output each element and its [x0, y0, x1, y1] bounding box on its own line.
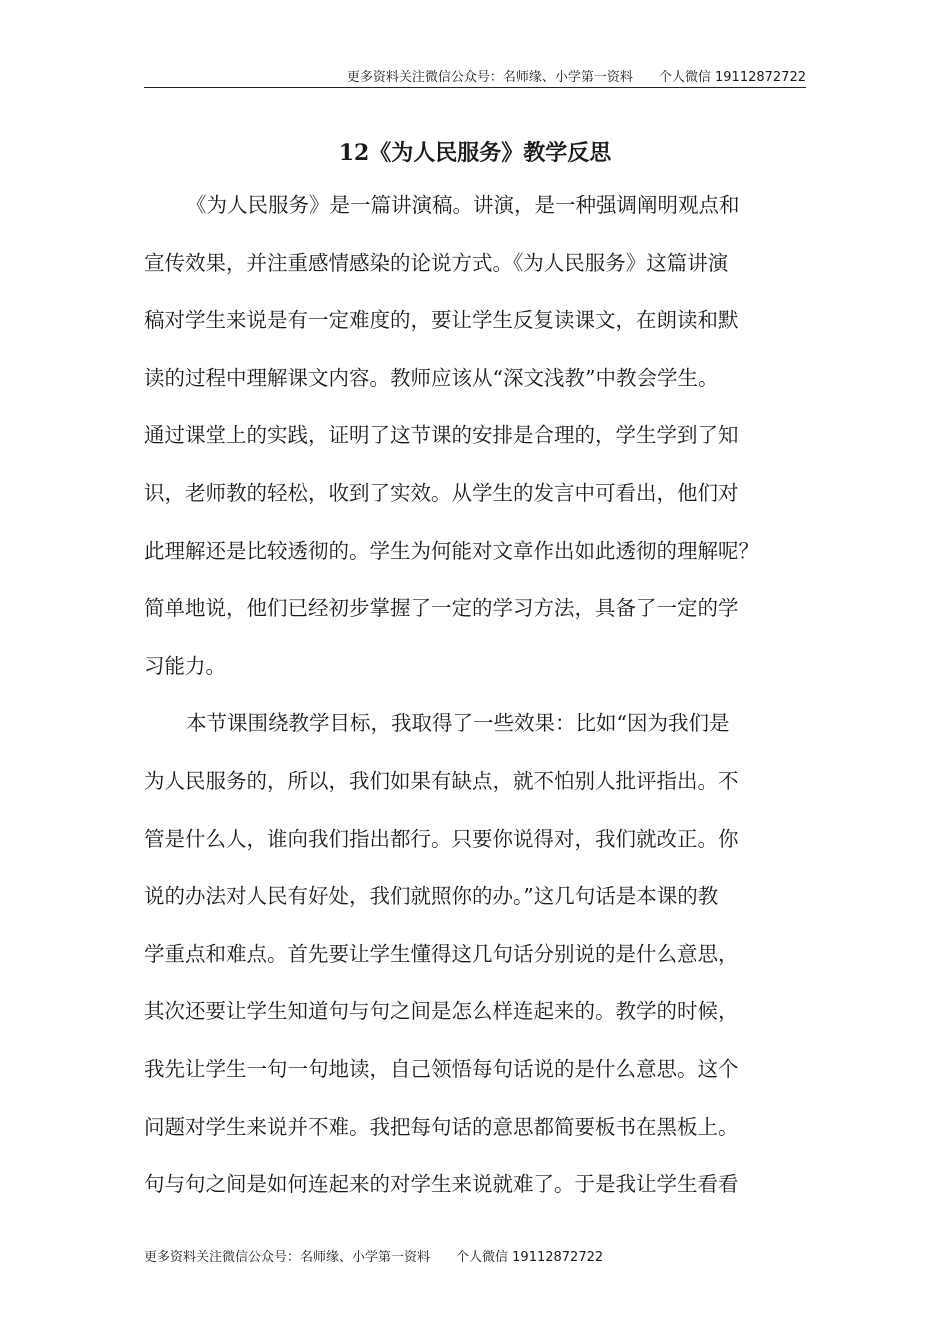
header-divider — [144, 87, 806, 88]
paragraph-1-line: 通过课堂上的实践，证明了这节课的安排是合理的，学生学到了知 — [144, 423, 739, 448]
header-promo-text: 更多资料关注微信公众号：名师缘、小学第一资料 — [346, 70, 633, 85]
paragraph-1-line: 稿对学生来说是有一定难度的，要让学生反复读课文，在朗读和默 — [144, 308, 739, 333]
paragraph-1-line: 读的过程中理解课文内容。教师应该从“深文浅教”中教会学生。 — [144, 365, 719, 390]
paragraph-1-line: 习能力。 — [144, 653, 226, 678]
paragraph-2-line: 本节课围绕教学目标，我取得了一些效果：比如“因为我们是 — [186, 711, 730, 736]
page-header — [144, 66, 806, 85]
paragraph-1-line: 识，老师教的轻松，收到了实效。从学生的发言中可看出，他们对 — [144, 480, 739, 505]
document-body — [144, 184, 806, 1221]
paragraph-2-line: 其次还要让学生知道句与句之间是怎么样连起来的。教学的时候， — [144, 999, 739, 1024]
paragraph-2-line: 我先让学生一句一句地读，自己领悟每句话说的是什么意思。这个 — [144, 1056, 739, 1081]
paragraph-2-line: 说的办法对人民有好处，我们就照你的办。”这几句话是本课的教 — [144, 884, 719, 909]
header-wechat-text: 个人微信 19112872722 — [658, 70, 806, 85]
paragraph-2-line: 问题对学生来说并不难。我把每句话的意思都简要板书在黑板上。 — [144, 1114, 739, 1139]
paragraph-2-line: 管是什么人，谁向我们指出都行。只要你说得对，我们就改正。你 — [144, 826, 739, 851]
paragraph-2-line: 学重点和难点。首先要让学生懂得这几句话分别说的是什么意思， — [144, 941, 739, 966]
footer-promo-text: 更多资料关注微信公众号：名师缘、小学第一资料 — [144, 1250, 431, 1265]
paragraph-1-line: 《为人民服务》是一篇讲演稿。讲演，是一种强调阐明观点和 — [186, 193, 740, 217]
paragraph-2-line: 为人民服务的，所以，我们如果有缺点，就不怕别人批评指出。不 — [144, 768, 739, 793]
paragraph-1-line: 宣传效果，并注重感情感染的论说方式。《为人民服务》这篇讲演 — [144, 250, 729, 275]
page-footer — [144, 1246, 806, 1265]
paragraph-1-line: 此理解还是比较透彻的。学生为何能对文章作出如此透彻的理解呢？ — [144, 538, 759, 563]
paragraph-2-line: 句与句之间是如何连起来的对学生来说就难了。于是我让学生看看 — [144, 1172, 739, 1197]
document-title: 12《为人民服务》教学反思 — [338, 140, 612, 166]
footer-wechat-text: 个人微信 19112872722 — [456, 1250, 604, 1265]
paragraph-1-line: 简单地说，他们已经初步掌握了一定的学习方法，具备了一定的学 — [144, 596, 739, 621]
